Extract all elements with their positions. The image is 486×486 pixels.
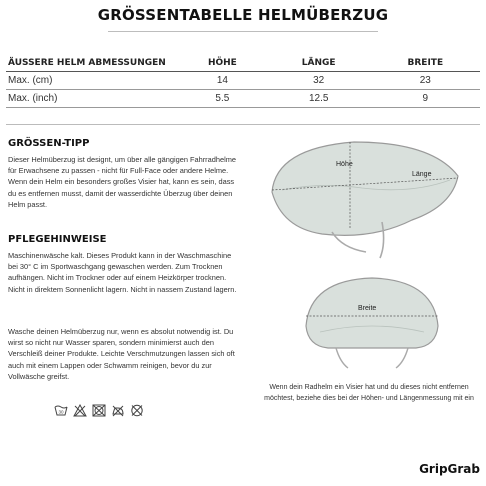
title-divider (108, 31, 378, 32)
svg-text:30: 30 (58, 409, 64, 415)
table-row (6, 90, 480, 108)
cell-length: 32 (267, 72, 371, 90)
size-tip-text: Dieser Helmüberzug ist designt, um über alle gängigen Fahrradhelme für Erwachsene zu passen - nicht für Full-Face oder andere Helme. Wenn dein Helm ein besonders großes Visier hat, kann es sein, dass du es entfernen musst, damit der wasserdichte Überzug über deinen Helm passt. (8, 155, 236, 209)
table-row (6, 72, 480, 90)
header-height: HÖHE (178, 54, 267, 72)
row-label: Max. (cm) (6, 72, 178, 90)
wash-30-icon (54, 404, 68, 417)
cell-width: 9 (371, 90, 480, 108)
table-header-row (6, 54, 480, 72)
header-width: BREITE (371, 54, 480, 72)
no-dry-clean-icon (130, 404, 144, 417)
row-label: Max. (inch) (6, 90, 178, 108)
helmet-front-figure (296, 270, 448, 372)
care-text-1: Maschinenwäsche kalt. Dieses Produkt kann in der Waschmaschine bei 30° C im Sportwaschgang gewaschen werden. Zum Trocknen aufhängen. Nicht im Trockner oder auf einem Heizkörper trocknen. Nicht in direktem Sonnenlicht lagern. Nicht in nassem Zustand lagern. (8, 251, 237, 294)
helmet-side-figure (262, 132, 472, 260)
care-heading: PFLEGEHINWEISE (8, 234, 107, 245)
cell-width: 23 (371, 72, 480, 90)
no-bleach-icon (73, 404, 87, 417)
height-label: Höhe (336, 161, 353, 168)
helmet-front-shape (306, 278, 438, 348)
brand-logo: GripGrab (419, 462, 480, 476)
no-iron-icon (111, 404, 125, 417)
header-dimensions: ÄUSSERE HELM ABMESSUNGEN (6, 54, 178, 72)
size-tip-heading: GRÖSSEN-TIPP (8, 138, 90, 149)
table-divider (6, 124, 480, 125)
cell-height: 14 (178, 72, 267, 90)
no-tumble-dry-icon (92, 404, 106, 417)
cell-height: 5.5 (178, 90, 267, 108)
cell-length: 12.5 (267, 90, 371, 108)
care-symbols (54, 404, 144, 417)
helmet-front-straps (336, 348, 408, 368)
width-label: Breite (358, 305, 377, 312)
page-title: GRÖSSENTABELLE HELMÜBERZUG (97, 6, 389, 24)
length-label: Länge (412, 171, 432, 178)
header-length: LÄNGE (267, 54, 371, 72)
size-table (6, 54, 480, 108)
figure-caption: Wenn dein Radhelm ein Visier hat und du dieses nicht entfernen möchtest, beziehe dies bei der Höhen- und Längenmessung mit ein (264, 384, 474, 402)
care-text-2: Wasche deinen Helmüberzug nur, wenn es absolut notwendig ist. Du wirst so nicht nur Wasser sparen, sondern minimierst auch den Verschleiß deiner Produkte. Leichte Verschmutzungen lassen sich oft auch mit einem Lappen oder Schwamm reinigen, bevor du zur Vollwäsche greifst. (8, 327, 235, 381)
